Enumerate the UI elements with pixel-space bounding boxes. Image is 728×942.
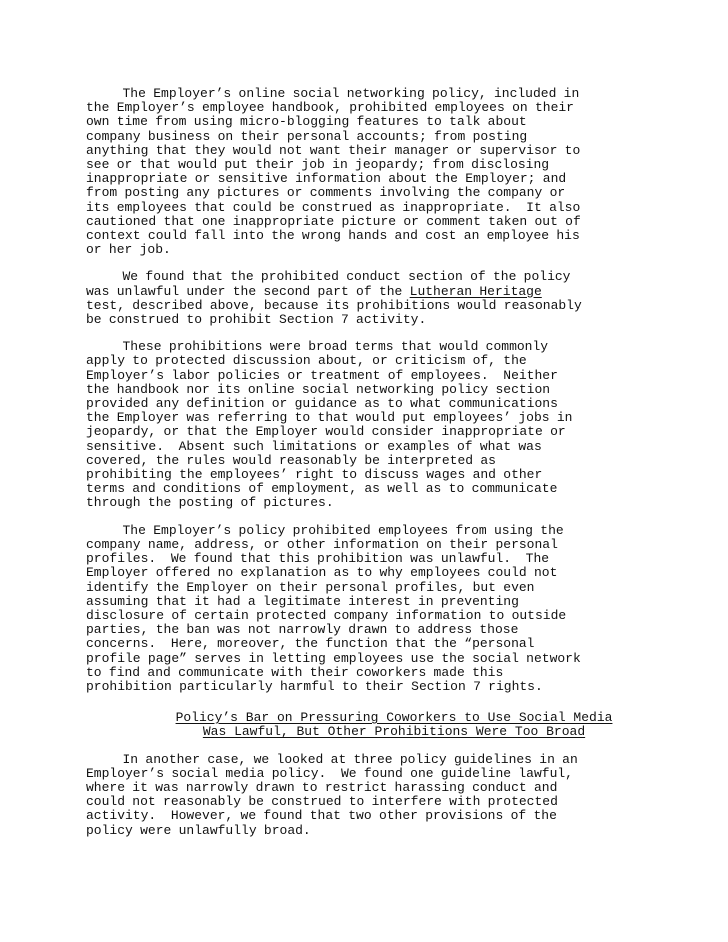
text-line: company name, address, or other information on their personal [86, 536, 558, 552]
text-line: The Employer’s policy prohibited employees from using the [86, 522, 564, 538]
text-line: see or that would put their job in jeopardy; from disclosing [86, 157, 550, 173]
document-page [86, 87, 646, 851]
section-heading [86, 711, 646, 739]
text-line: anything that they would not want their manager or supervisor to [86, 142, 581, 158]
text-line: from posting any pictures or comments involving the company or [86, 185, 566, 201]
text-line: prohibiting the employees’ right to discuss wages and other [86, 467, 543, 483]
text-line: policy were unlawfully broad. [86, 822, 311, 838]
text-line: Employer’s social media policy. We found one guideline lawful, [86, 765, 573, 781]
text-line: In another case, we looked at three policy guidelines in an [86, 751, 578, 767]
section-heading-line-2: Was Lawful, But Other Prohibitions Were Too Broad [202, 724, 586, 740]
paragraph-another-case [86, 753, 646, 838]
text-line: profiles. We found that this prohibition was unlawful. The [86, 551, 550, 567]
text-line: company business on their personal accounts; from posting [86, 128, 528, 144]
text-line: We found that the prohibited conduct section of the policy [86, 269, 571, 285]
text-line: identify the Employer on their personal profiles, but even [86, 579, 535, 595]
text-line: be construed to prohibit Section 7 activity. [86, 312, 427, 328]
text-line: provided any definition or guidance as to what communications [86, 396, 558, 412]
text-line: covered, the rules would reasonably be interpreted as [86, 452, 496, 468]
text-line: apply to protected discussion about, or criticism of, the [86, 353, 527, 369]
text-line: sensitive. Absent such limitations or examples of what was [86, 438, 542, 454]
text-line: the Employer was referring to that would put employees’ jobs in [86, 410, 573, 426]
text-line: activity. However, we found that two other provisions of the [86, 808, 557, 824]
text-line: or her job. [86, 242, 171, 258]
text-line: assuming that it had a legitimate interest in preventing [86, 593, 519, 609]
text-line: its employees that could be construed as inappropriate. It also [86, 199, 581, 215]
text-line: Employer offered no explanation as to why employees could not [86, 565, 558, 581]
text-line: Employer’s labor policies or treatment of employees. Neither [86, 367, 558, 383]
text-line: These prohibitions were broad terms that would commonly [86, 339, 549, 355]
case-name-lutheran-heritage: Lutheran Heritage [409, 283, 542, 299]
text-line: where it was narrowly drawn to restrict harassing conduct and [86, 779, 558, 795]
paragraph-company-name-policy [86, 524, 646, 694]
text-line: the Employer’s employee handbook, prohibited employees on their [86, 100, 574, 116]
text-line: own time from using micro-blogging features to talk about [86, 114, 527, 130]
text-line: cautioned that one inappropriate picture or comment taken out of [86, 213, 581, 229]
text-line: the handbook nor its online social networking policy section [86, 381, 551, 397]
section-heading-line-1: Policy’s Bar on Pressuring Coworkers to Use Social Media [175, 710, 613, 726]
paragraph-prohibited-conduct [86, 270, 646, 327]
text-line: context could fall into the wrong hands and cost an employee his [86, 228, 580, 244]
paragraph-broad-prohibitions [86, 340, 646, 510]
text-line: prohibition particularly harmful to their Section 7 rights. [86, 678, 543, 694]
text-segment: was unlawful under the second part of the [86, 283, 410, 299]
text-line: The Employer’s online social networking policy, included in [86, 86, 580, 101]
text-line: profile page” serves in letting employees use the social network [86, 650, 581, 666]
text-line-with-case [86, 285, 646, 299]
text-line: could not reasonably be construed to interfere with protected [86, 794, 558, 810]
text-line: to find and communicate with their coworkers made this [86, 664, 504, 680]
text-line: test, described above, because its prohibitions would reasonably [86, 297, 582, 313]
paragraph-social-networking-policy [86, 87, 646, 257]
text-line: inappropriate or sensitive information about the Employer; and [86, 171, 567, 187]
text-line: through the posting of pictures. [86, 495, 334, 511]
text-line: terms and conditions of employment, as well as to communicate [86, 481, 558, 497]
text-line: concerns. Here, moreover, the function that the “personal [86, 636, 535, 652]
text-line: disclosure of certain protected company information to outside [86, 607, 567, 623]
text-line: parties, the ban was not narrowly drawn to address those [86, 622, 519, 638]
text-line: jeopardy, or that the Employer would consider inappropriate or [86, 424, 566, 440]
